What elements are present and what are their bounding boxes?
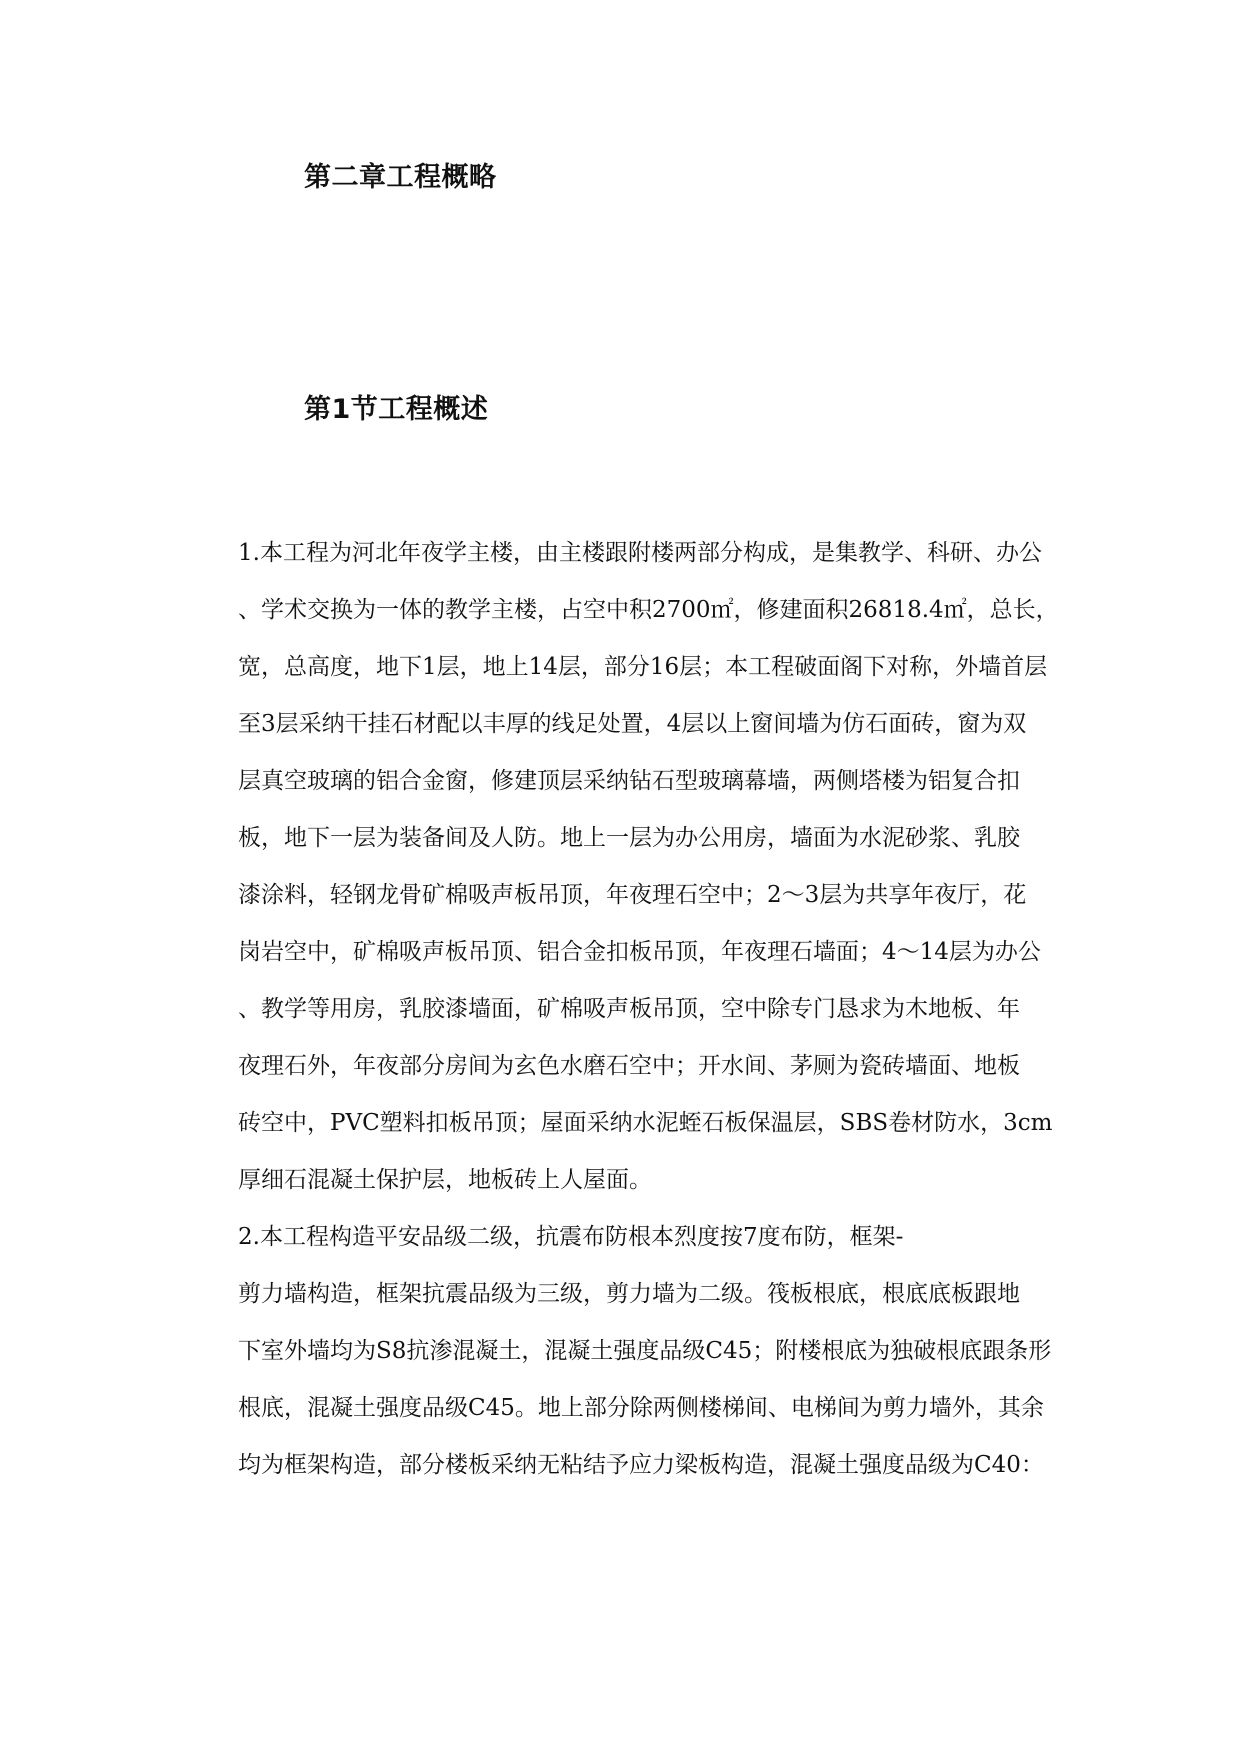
body-text: [238, 533, 1108, 1502]
body-line: 至3层采纳干挂石材配以丰厚的线足处置，4层以上窗间墙为仿石面砖，窗为双: [238, 711, 1027, 737]
body-line: 板，地下一层为装备间及人防。地上一层为办公用房，墙面为水泥砂浆、乳胶: [238, 825, 1020, 851]
body-line: 厚细石混凝土保护层，地板砖上人屋面。: [238, 1167, 652, 1193]
body-line: 2.本工程构造平安品级二级，抗震布防根本烈度按7度布防，框架-: [238, 1224, 904, 1250]
body-line: 下室外墙均为S8抗渗混凝土，混凝土强度品级C45；附楼根底为独破根底跟条形: [238, 1338, 1052, 1364]
body-line: 、学术交换为一体的教学主楼，占空中积2700㎡，修建面积26818.4㎡，总长，: [238, 597, 1059, 623]
body-line: 均为框架构造，部分楼板采纳无粘结予应力梁板构造，混凝土强度品级为C40：: [238, 1452, 1044, 1478]
section-title: 第1节工程概述: [304, 394, 489, 425]
body-line: 岗岩空中，矿棉吸声板吊顶、铝合金扣板吊顶，年夜理石墙面；4～14层为办公: [238, 939, 1041, 965]
body-line: 层真空玻璃的铝合金窗，修建顶层采纳钻石型玻璃幕墙，两侧塔楼为铝复合扣: [238, 768, 1020, 794]
body-line: 根底，混凝土强度品级C45。地上部分除两侧楼梯间、电梯间为剪力墙外，其余: [238, 1395, 1044, 1421]
body-line: 、教学等用房，乳胶漆墙面，矿棉吸声板吊顶，空中除专门恳求为木地板、年: [238, 996, 1020, 1022]
body-line: 剪力墙构造，框架抗震品级为三级，剪力墙为二级。筏板根底，根底底板跟地: [238, 1281, 1020, 1307]
body-line: 夜理石外，年夜部分房间为玄色水磨石空中；开水间、茅厕为瓷砖墙面、地板: [238, 1053, 1020, 1079]
body-line: 宽，总高度，地下1层，地上14层，部分16层；本工程破面阁下对称，外墙首层: [238, 654, 1048, 680]
body-line: 1.本工程为河北年夜学主楼，由主楼跟附楼两部分构成，是集教学、科研、办公: [238, 540, 1042, 566]
chapter-title: 第二章工程概略: [304, 162, 497, 193]
body-line: 漆涂料，轻钢龙骨矿棉吸声板吊顶，年夜理石空中；2～3层为共享年夜厅，花: [238, 882, 1027, 908]
body-line: 砖空中，PVC塑料扣板吊顶；屋面采纳水泥蛭石板保温层，SBS卷材防水，3cm: [238, 1110, 1053, 1136]
